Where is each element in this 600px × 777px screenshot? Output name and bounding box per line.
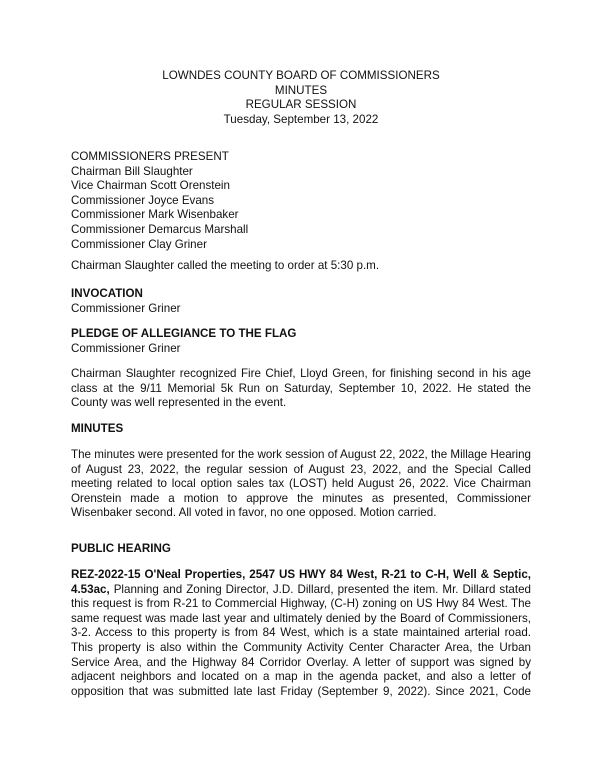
member-item: Commissioner Demarcus Marshall: [71, 222, 249, 236]
item-title-cont: 4.53ac,: [71, 582, 110, 596]
public-hearing-section: [71, 542, 531, 557]
invocation-section: [71, 287, 531, 316]
paragraph-line: meeting related to local option sales tax (LOST) held August 26, 2022. Vice Chairman: [71, 477, 531, 491]
attendance-section: [71, 150, 531, 252]
paragraph-line: This property is also within the Community Activity Center Character Area, the Urban: [71, 640, 531, 654]
pledge-section: [71, 327, 531, 356]
paragraph-line: Service Area, and the Highway 84 Corridor Overlay. A letter of support was signed by: [71, 655, 531, 669]
minutes-section: [71, 422, 531, 437]
paragraph-line: Chairman Slaughter recognized Fire Chief, Lloyd Green, for finishing second in his age: [71, 367, 531, 380]
paragraph-line: class at the 9/11 Memorial 5k Run on Saturday, September 10, 2022. He stated the: [71, 381, 531, 395]
paragraph-line: [71, 583, 531, 598]
member-item: Commissioner Mark Wisenbaker: [71, 208, 239, 222]
attendance-heading: COMMISSIONERS PRESENT: [71, 150, 229, 163]
doc-type: MINUTES: [274, 83, 328, 97]
item-title: REZ-2022-15 O'Neal Properties, 2547 US HWY 84 West, R-21 to C-H, Well & Septic,: [71, 568, 531, 581]
paragraph-line: 3-2. Access to this property is from 84 West, which is a state maintained arterial road.: [71, 626, 531, 640]
invocation-by: Commissioner Griner: [71, 301, 181, 315]
paragraph-line: The minutes were presented for the work session of August 22, 2022, the Millage Hearing: [71, 448, 531, 461]
session-type: REGULAR SESSION: [245, 98, 357, 112]
minutes-heading: MINUTES: [71, 422, 124, 435]
paragraph-line: same request was made last year and ultimately denied by the Board of Commissioners,: [71, 611, 531, 625]
meeting-date: Tuesday, September 13, 2022: [223, 112, 379, 126]
paragraph-line: Wisenbaker second. All voted in favor, no one opposed. Motion carried.: [71, 506, 437, 520]
call-to-order-text: Chairman Slaughter called the meeting to order at 5:30 p.m.: [71, 259, 380, 272]
paragraph-line: adjacent neighbors and located on a map in the agenda packet, and also a letter of: [71, 670, 531, 684]
paragraph-line: opposition that was submitted late last Friday (September 9, 2022). Since 2021, Code: [71, 684, 531, 698]
public-hearing-heading: PUBLIC HEARING: [71, 542, 171, 555]
invocation-heading: INVOCATION: [71, 287, 143, 300]
public-hearing-paragraph: [71, 568, 531, 699]
member-item: Vice Chairman Scott Orenstein: [71, 179, 230, 193]
call-to-order: [71, 259, 531, 274]
pledge-by: Commissioner Griner: [71, 341, 181, 355]
member-item: Commissioner Joyce Evans: [71, 193, 215, 207]
org-name: LOWNDES COUNTY BOARD OF COMMISSIONERS: [162, 69, 440, 82]
paragraph-text: Planning and Zoning Director, J.D. Dillard, presented the item. Mr. Dillard stated: [109, 582, 531, 596]
member-item: Commissioner Clay Griner: [71, 237, 207, 251]
paragraph-line: this request is from R-21 to Commercial Highway, (C-H) zoning on US Hwy 84 West. The: [71, 597, 531, 611]
document-header: [71, 69, 531, 127]
paragraph-line: County was well represented in the event.: [71, 396, 287, 410]
paragraph-line: of August 23, 2022, the regular session of August 23, 2022, and the Special Called: [71, 462, 531, 476]
pledge-heading: PLEDGE OF ALLEGIANCE TO THE FLAG: [71, 327, 297, 340]
member-item: Chairman Bill Slaughter: [71, 164, 193, 178]
paragraph-line: Orenstein made a motion to approve the minutes as presented, Commissioner: [71, 491, 531, 505]
minutes-paragraph: [71, 448, 531, 521]
recognition-paragraph: [71, 367, 531, 411]
